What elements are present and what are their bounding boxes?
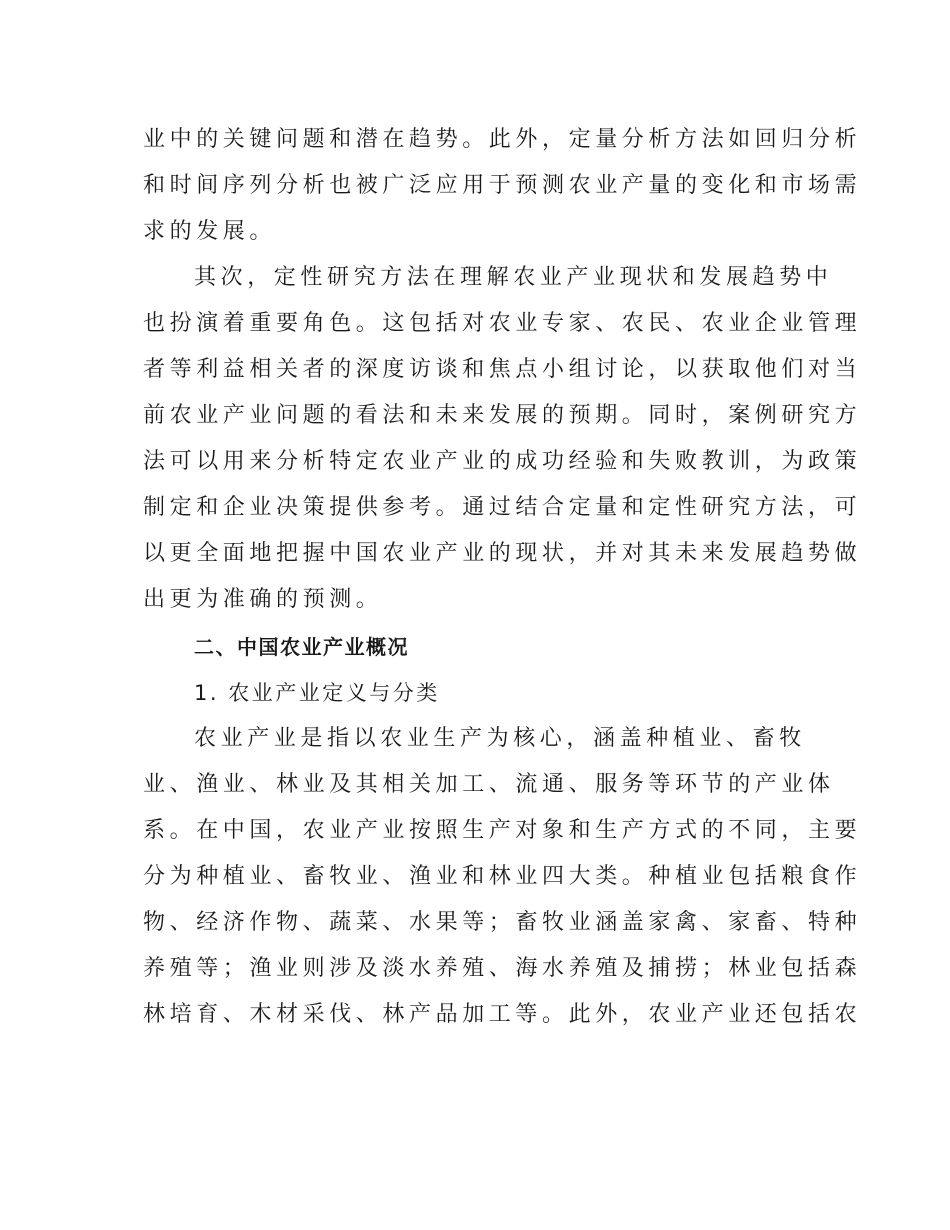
paragraph-line: 养殖等；渔业则涉及淡水养殖、海水养殖及捕捞；林业包括森 xyxy=(143,956,862,981)
paragraph-line: 物、经济作物、蔬菜、水果等；畜牧业涵盖家禽、家畜、特种 xyxy=(143,910,862,935)
paragraph-line: 业中的关键问题和潜在趋势。此外，定量分析方法如回归分析 xyxy=(143,127,862,152)
section-heading: 二、中国农业产业概况 xyxy=(194,635,409,659)
paragraph-line: 求的发展。 xyxy=(143,219,277,244)
paragraph-line: 也扮演着重要角色。这包括对农业专家、农民、农业企业管理 xyxy=(143,311,862,336)
paragraph-line: 者等利益相关者的深度访谈和焦点小组讨论，以获取他们对当 xyxy=(143,357,862,382)
subsection-heading: 1. 农业产业定义与分类 xyxy=(194,681,440,705)
paragraph-line: 出更为准确的预测。 xyxy=(143,587,383,612)
paragraph-line: 法可以用来分析特定农业产业的成功经验和失败教训，为政策 xyxy=(143,449,862,474)
paragraph-line: 和时间序列分析也被广泛应用于预测农业产量的变化和市场需 xyxy=(143,173,862,198)
paragraph-line: 农业产业是指以农业生产为核心，涵盖种植业、畜牧 xyxy=(194,726,806,751)
paragraph-line: 分为种植业、畜牧业、渔业和林业四大类。种植业包括粮食作 xyxy=(143,864,862,889)
paragraph-line: 其次，定性研究方法在理解农业产业现状和发展趋势中 xyxy=(194,265,833,290)
paragraph-line: 林培育、木材采伐、林产品加工等。此外，农业产业还包括农 xyxy=(143,1002,862,1027)
paragraph-line: 以更全面地把握中国农业产业的现状，并对其未来发展趋势做 xyxy=(143,541,862,566)
paragraph-line: 前农业产业问题的看法和未来发展的预期。同时，案例研究方 xyxy=(143,403,862,428)
paragraph-line: 业、渔业、林业及其相关加工、流通、服务等环节的产业体 xyxy=(143,772,835,797)
paragraph-line: 制定和企业决策提供参考。通过结合定量和定性研究方法，可 xyxy=(143,495,862,520)
paragraph-line: 系。在中国，农业产业按照生产对象和生产方式的不同，主要 xyxy=(143,818,862,843)
